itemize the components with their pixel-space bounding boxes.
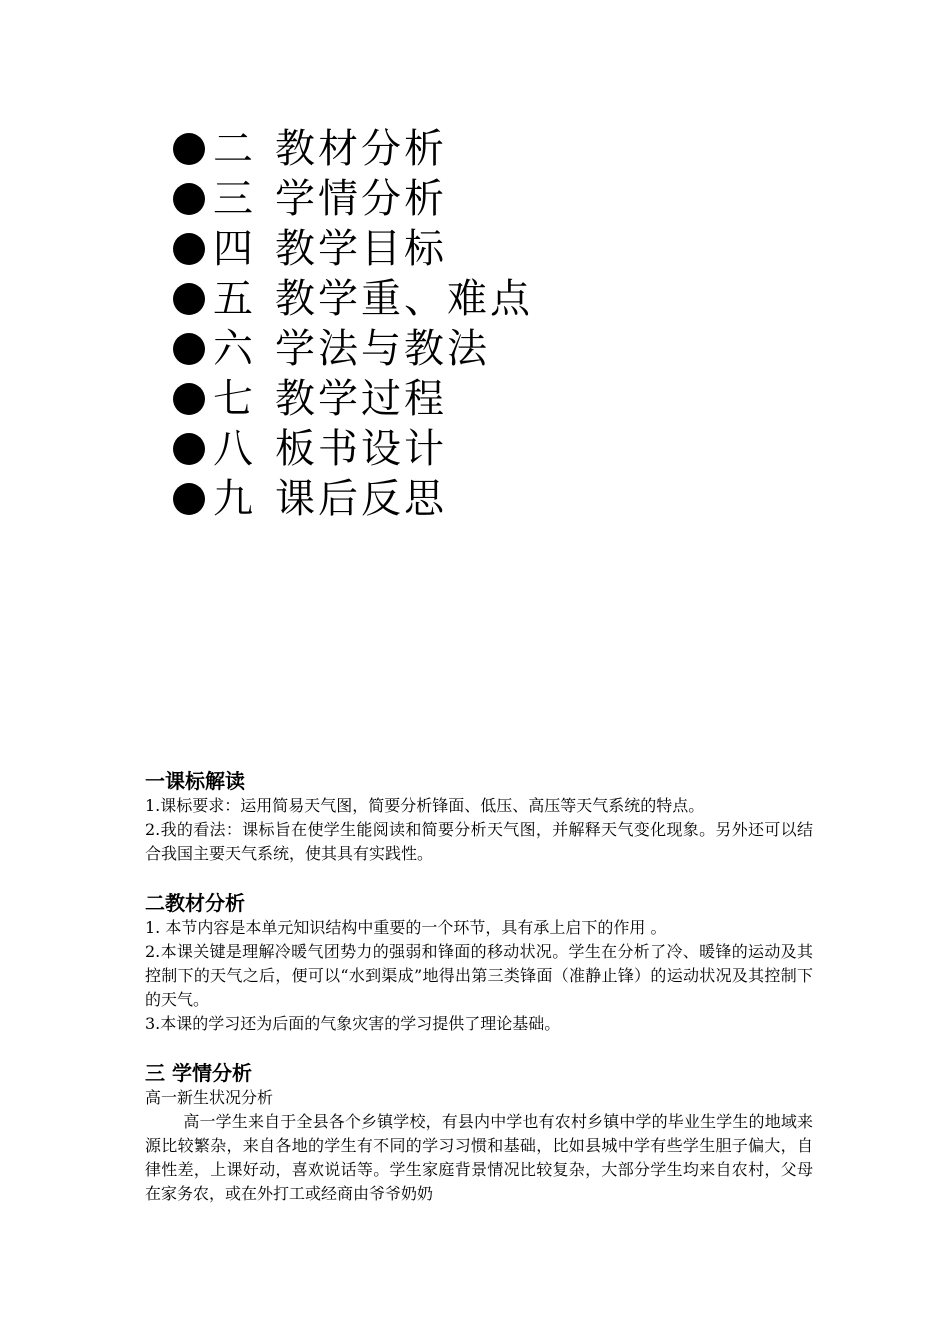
paragraph: 1.课标要求：运用简易天气图，简要分析锋面、低压、高压等天气系统的特点。 <box>145 796 705 815</box>
outline-label: 学法与教法 <box>275 326 490 372</box>
outline-item <box>173 274 533 324</box>
outline-item <box>173 224 533 274</box>
bullet-icon <box>173 383 205 415</box>
paragraph: 高一学生来自于全县各个乡镇学校，有县内中学也有农村乡镇中学的毕业生学生的地域来源比较繁杂，来自各地的学生有不同的学习习惯和基础，比如县城中学有些学生胆子偏大，自律性差，上课好动，喜欢说话等。学生家庭背景情况比较复杂，大部分学生均来自农村，父母在家务农，或在外打工或经商由爷爷奶奶 <box>145 1112 813 1203</box>
outline-item <box>173 424 533 474</box>
outline-number: 四 <box>213 226 256 272</box>
paragraph: 2.我的看法：课标旨在使学生能阅读和简要分析天气图，并解释天气变化现象。另外还可以结合我国主要天气系统，使其具有实践性。 <box>145 820 813 863</box>
document-body <box>145 768 813 1206</box>
outline-item <box>173 174 533 224</box>
bullet-icon <box>173 233 205 265</box>
outline-label: 课后反思 <box>275 476 447 522</box>
bullet-icon <box>173 183 205 215</box>
outline-number: 八 <box>213 426 256 472</box>
outline-item <box>173 324 533 374</box>
outline-label: 教学目标 <box>275 226 447 272</box>
outline-item <box>173 124 533 174</box>
bullet-icon <box>173 133 205 165</box>
subheading: 高一新生状况分析 <box>145 1088 274 1107</box>
spacer <box>145 866 813 890</box>
section-heading: 三 学情分析 <box>145 1061 252 1085</box>
section-heading: 一课标解读 <box>145 769 245 793</box>
outline-item <box>173 474 533 524</box>
bullet-icon <box>173 483 205 515</box>
outline-list <box>173 124 533 524</box>
outline-number: 五 <box>213 276 256 322</box>
bullet-icon <box>173 333 205 365</box>
section-heading: 二教材分析 <box>145 891 245 915</box>
outline-number: 七 <box>213 376 256 422</box>
paragraph: 3.本课的学习还为后面的气象灾害的学习提供了理论基础。 <box>145 1014 561 1033</box>
outline-number: 六 <box>213 326 256 372</box>
bullet-icon <box>173 283 205 315</box>
paragraph: 1. 本节内容是本单元知识结构中重要的一个环节，具有承上启下的作用 。 <box>145 918 667 937</box>
outline-number: 三 <box>213 176 256 222</box>
outline-label: 学情分析 <box>275 176 447 222</box>
outline-label: 教材分析 <box>275 126 447 172</box>
bullet-icon <box>173 433 205 465</box>
outline-number: 九 <box>213 476 256 522</box>
outline-label: 教学重、难点 <box>275 276 533 322</box>
outline-label: 教学过程 <box>275 376 447 422</box>
spacer <box>145 1036 813 1060</box>
outline-number: 二 <box>213 126 256 172</box>
outline-label: 板书设计 <box>275 426 447 472</box>
paragraph: 2.本课关键是理解冷暖气团势力的强弱和锋面的移动状况。学生在分析了冷、暖锋的运动及其控制下的天气之后，便可以“水到渠成”地得出第三类锋面（准静止锋）的运动状况及其控制下的天气。 <box>145 942 813 1009</box>
outline-item <box>173 374 533 424</box>
